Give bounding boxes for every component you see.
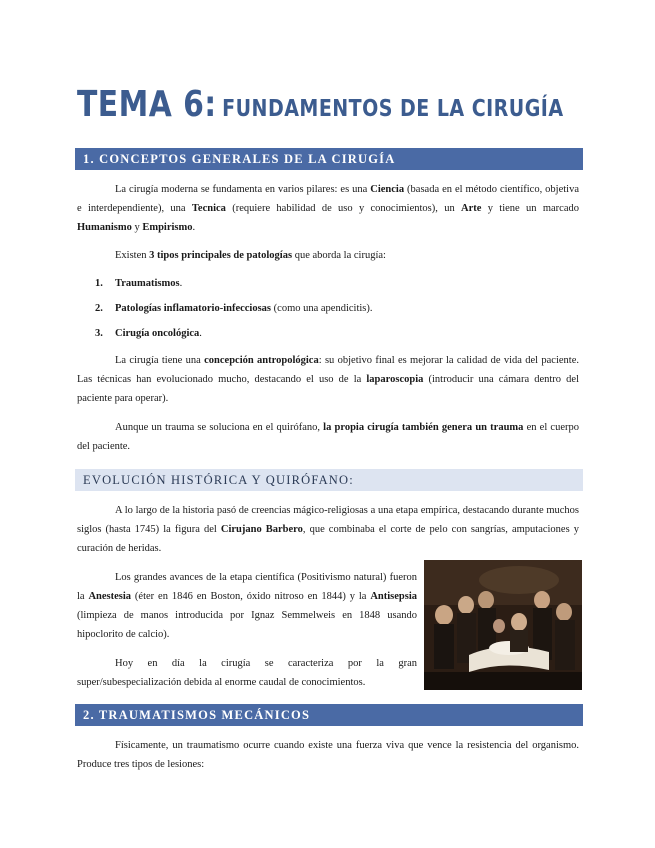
paragraph-historia: A lo largo de la historia pasó de creencias mágico-religiosas a una etapa empírica, destacando durante muchos siglos (hasta 1745) la figura del Cirujano Barbero, que combinaba el corte de pelo con sangrías, amputaciones y curación de heridas. bbox=[77, 505, 579, 554]
paragraph-pilares: La cirugía moderna se fundamenta en varios pilares: es una Ciencia (basada en el método científico, objetiva e interdependiente), una Tecnica (requiere habilidad de uso y conocimientos), un Arte y tiene un marcado Humanismo y Empirismo. bbox=[77, 184, 579, 233]
paragraph-tipos: Existen 3 tipos principales de patologías que aborda la cirugía: bbox=[115, 250, 386, 261]
historical-surgery-painting-icon bbox=[424, 560, 582, 690]
paragraph-trauma: Aunque un trauma se soluciona en el quirófano, la propia cirugía también genera un trauma en el cuerpo del paciente. bbox=[77, 422, 579, 452]
title-subtitle: FUNDAMENTOS DE LA CIRUGÍA bbox=[222, 96, 564, 122]
list-item: 2. Patologías inflamatorio-infecciosas (como una apendicitis). bbox=[95, 303, 373, 314]
list-item: 1. Traumatismos. bbox=[95, 278, 183, 289]
title-number: TEMA 6: bbox=[77, 84, 217, 125]
section-header-conceptos: 1. CONCEPTOS GENERALES DE LA CIRUGÍA bbox=[75, 148, 583, 170]
paragraph-antropologica: La cirugía tiene una concepción antropológica: su objetivo final es mejorar la calidad de vida del paciente. Las técnicas han evolucionado mucho, destacando el uso de la laparoscopia (introducir una cámara dentro del paciente para operar). bbox=[77, 355, 579, 404]
paragraph-avances: Los grandes avances de la etapa científica (Positivismo natural) fueron la Anestesia (éter en 1846 en Boston, óxido nitroso en 1844) y la Antisepsia (limpieza de manos introducida por Ignaz Semmelweis en 1848 usando hipoclorito de calcio). bbox=[77, 572, 417, 640]
page-title bbox=[77, 84, 564, 125]
paragraph-especializacion: Hoy en día la cirugía se caracteriza por la gran super/subespecialización debida al enorme caudal de conocimientos. bbox=[77, 658, 417, 688]
section-header-traumatismos: 2. TRAUMATISMOS MECÁNICOS bbox=[75, 704, 583, 726]
section-header-evolucion: EVOLUCIÓN HISTÓRICA Y QUIRÓFANO: bbox=[75, 469, 583, 491]
list-item: 3. Cirugía oncológica. bbox=[95, 328, 202, 339]
paragraph-fuerza-viva: Físicamente, un traumatismo ocurre cuando existe una fuerza viva que vence la resistencia del organismo. Produce tres tipos de lesiones: bbox=[77, 740, 579, 770]
